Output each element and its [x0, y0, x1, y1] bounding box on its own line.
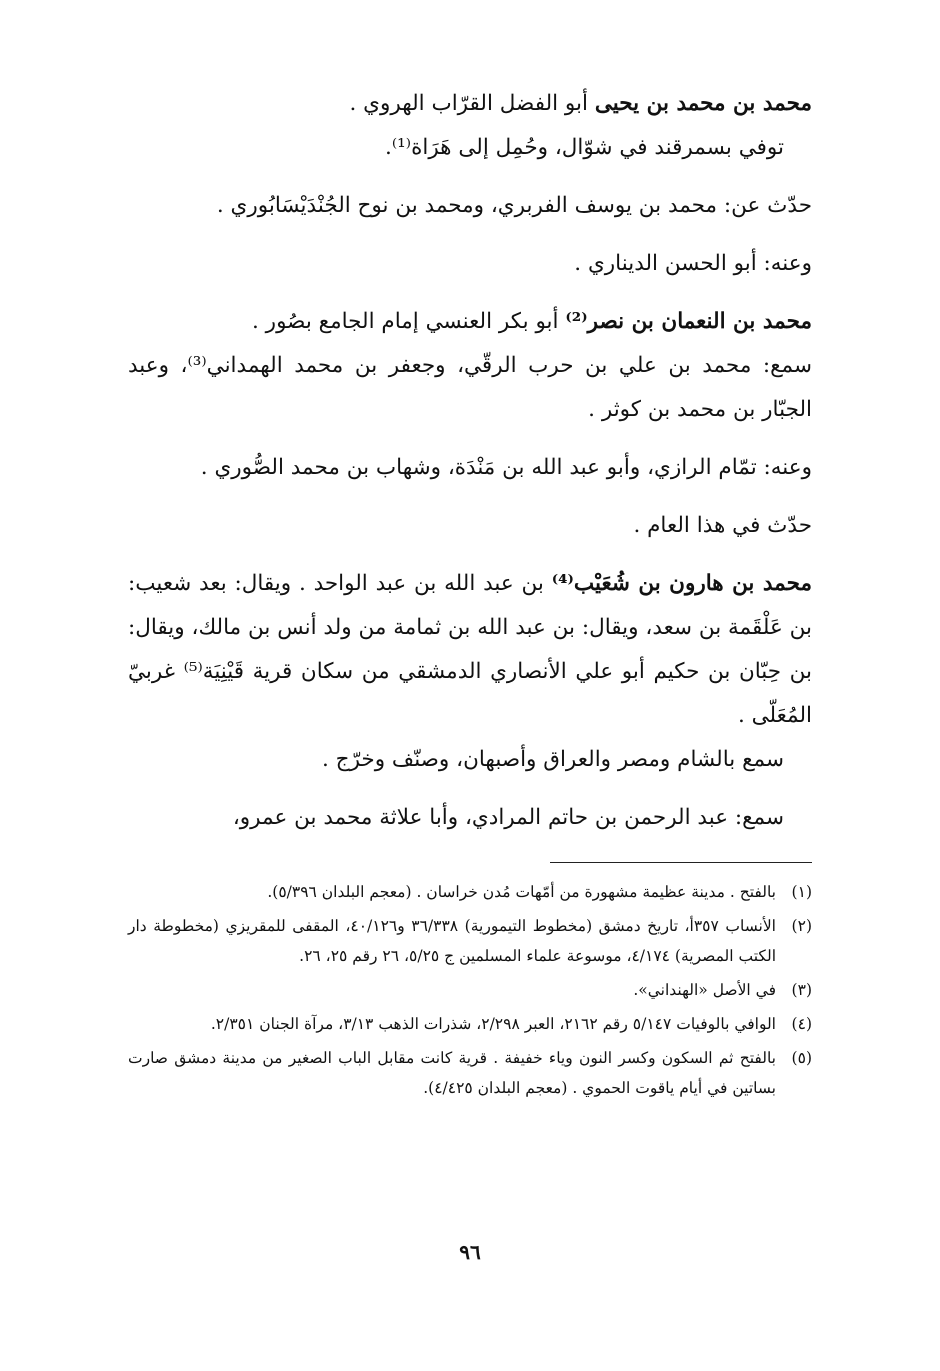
- footnote-text: الوافي بالوفيات ٥/١٤٧ رقم ٢١٦٢، العبر ٢/٢٩٨، شذرات الذهب ٣/١٣، مرآة الجنان ٢/٣٥١.: [210, 1015, 776, 1033]
- entry-line: سمع: محمد بن علي بن حرب الرقّي، وجعفر بن محمد الهمداني⁽³⁾، وعبد الجبّار بن محمد بن كوثر .: [128, 353, 812, 422]
- footnote-number: (٥): [791, 1049, 812, 1067]
- footnote-number: (٢): [791, 917, 812, 935]
- footnote: [128, 1009, 812, 1039]
- entry-muhammad-ibn-numan: [128, 300, 812, 432]
- entry-line: أبو الفضل القرّاب الهروي .: [349, 91, 589, 116]
- entry-muhammad-ibn-yahya: [128, 82, 812, 170]
- footnote: [128, 1043, 812, 1103]
- entry-line: توفي بسمرقند في شوّال، وحُمِل إلى هَرَاة⁽¹⁾.: [385, 135, 784, 160]
- entry-line: حدّث عن: محمد بن يوسف الفربري، ومحمد بن نوح الجُنْدَيْسَابُوري .: [216, 193, 812, 218]
- entry-heading: محمد بن هارون بن شُعَيْب⁽⁴⁾: [551, 571, 812, 596]
- entry-heading: محمد بن محمد بن يحيى: [594, 91, 812, 116]
- entry-heading: محمد بن النعمان بن نصر⁽²⁾: [565, 309, 812, 334]
- footnote: [128, 975, 812, 1005]
- entry-narrated-this-year: [128, 504, 812, 548]
- main-text: [128, 82, 812, 840]
- page-number: ٩٦: [459, 1240, 481, 1264]
- entry-line: سمع: عبد الرحمن بن حاتم المرادي، وأبا علاثة محمد بن عمرو،: [232, 805, 784, 830]
- footnotes: [128, 877, 812, 1103]
- footnote-text: الأنساب ٣٥٧أ، تاريخ دمشق (مخطوط التيمورية) ٣٦/٣٣٨ و٤٠/١٢٦، المقفى للمقريزي (مخطوطة دار الكتب المصرية) ٤/١٧٤، موسوعة علماء المسلمين ج ٥/٢٥، ٢٦ رقم ٢٥، ٢٦.: [128, 917, 776, 965]
- footnote-divider: [550, 862, 812, 863]
- footnote-text: بالفتح . مدينة عظيمة مشهورة من أمّهات مُدن خراسان . (معجم البلدان ٥/٣٩٦).: [267, 883, 776, 901]
- entry-narrated-by: [128, 242, 812, 286]
- footnote-number: (١): [791, 883, 812, 901]
- footnote: [128, 877, 812, 907]
- footnote: [128, 911, 812, 971]
- footnote-number: (٣): [791, 981, 812, 999]
- entry-narrated-by-2: [128, 446, 812, 490]
- footnote-text: في الأصل «الهنداني».: [633, 981, 776, 999]
- entry-muhammad-ibn-harun: [128, 562, 812, 782]
- entry-line: أبو بكر العنسي إمام الجامع بصُور .: [252, 309, 559, 334]
- entry-narrated-from: [128, 184, 812, 228]
- entry-line: حدّث في هذا العام .: [633, 513, 812, 538]
- entry-line: وعنه: أبو الحسن الديناري .: [574, 251, 812, 276]
- footnote-number: (٤): [791, 1015, 812, 1033]
- footnote-text: بالفتح ثم السكون وكسر النون وياء خفيفة . قرية كانت مقابل الباب الصغير من مدينة دمشق صارت بساتين في أيام ياقوت الحموي . (معجم البلدان ٤/٤٢٥).: [128, 1049, 776, 1097]
- entry-line: سمع بالشام ومصر والعراق وأصبهان، وصنّف وخرّج .: [322, 747, 784, 772]
- entry-heard-from: [128, 796, 812, 840]
- entry-line: بن عبد الله بن عبد الواحد . ويقال: بعد شعيب: بن عَلْقَمة بن سعد، ويقال: بن عبد الله بن ثمامة من ولد أنس بن مالك، ويقال: بن حِبّان بن حكيم أبو علي الأنصاري الدمشقي من سكان قرية قَيْنِيَة⁽⁵⁾ غربيّ المُعَلّى .: [128, 571, 813, 728]
- entry-line: وعنه: تمّام الرازي، وأبو عبد الله بن مَنْدَة، وشهاب بن محمد الصُّوري .: [200, 455, 812, 480]
